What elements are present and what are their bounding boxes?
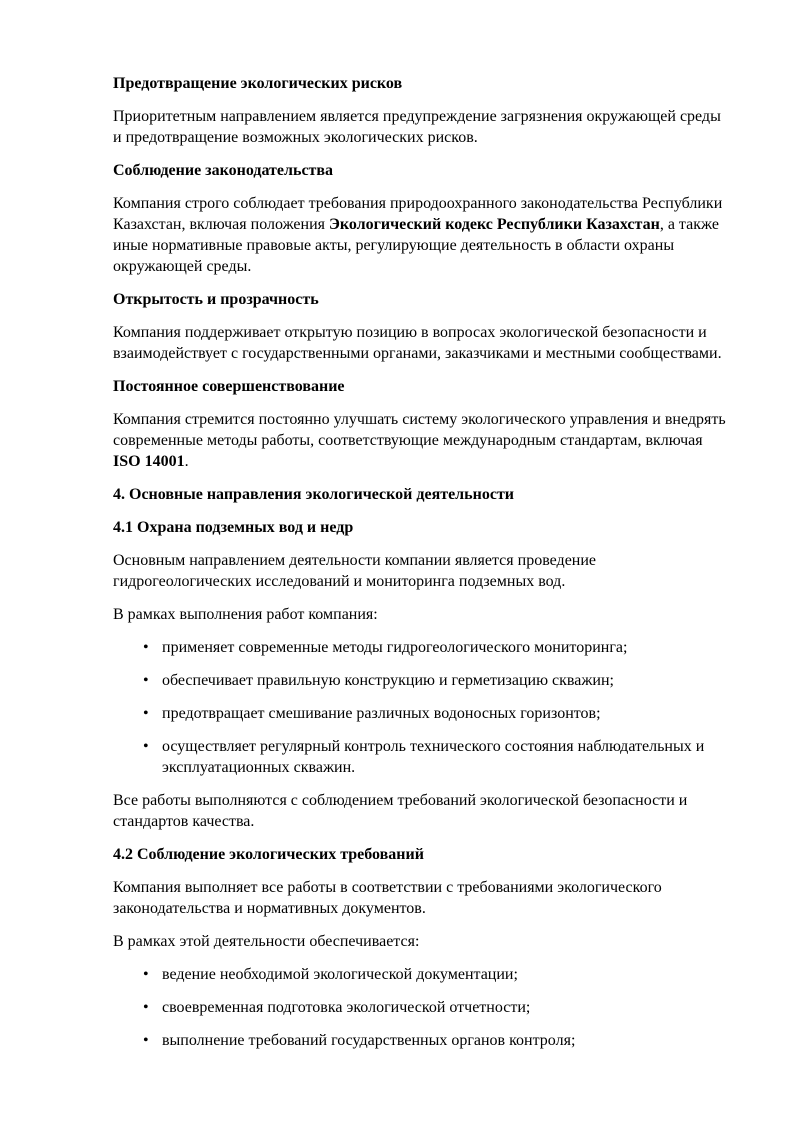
bullet-icon: • [143, 999, 149, 1016]
heading-section-4-1: 4.1 Охрана подземных вод и недр [113, 519, 354, 536]
list-item [113, 703, 728, 724]
bullet-list-groundwater [113, 637, 728, 778]
bullet-list-compliance [113, 964, 728, 1051]
heading-environmental-risk-prevention: Предотвращение экологических рисков [113, 75, 403, 92]
paragraph-activity-intro: В рамках этой деятельности обеспечивается: [113, 933, 420, 950]
list-item [113, 670, 728, 691]
list-item-text: осуществляет регулярный контроль технического состояния наблюдательных и эксплуатационных скважин. [162, 738, 705, 776]
list-item [113, 736, 728, 778]
bullet-icon: • [143, 705, 149, 722]
list-item-text: своевременная подготовка экологической отчетности; [162, 999, 531, 1016]
paragraph-continuous-improvement [113, 409, 728, 472]
bullet-icon: • [143, 639, 149, 656]
heading-legislation-compliance: Соблюдение законодательства [113, 162, 334, 179]
heading-section-4: 4. Основные направления экологической деятельности [113, 486, 515, 503]
paragraph-legislation-compliance [113, 193, 728, 277]
bullet-icon: • [143, 738, 149, 755]
heading-continuous-improvement: Постоянное совершенствование [113, 378, 345, 395]
list-item-text: выполнение требований государственных органов контроля; [162, 1032, 576, 1049]
bullet-icon: • [143, 672, 149, 689]
text-run: Компания строго соблюдает требования природоохранного законодательства Республики Казахстан, включая положения [113, 195, 723, 233]
paragraph-quality-standards: Все работы выполняются с соблюдением требований экологической безопасности и стандартов качества. [113, 792, 688, 830]
paragraph-work-scope-intro: В рамках выполнения работ компания: [113, 606, 378, 623]
text-run: . [184, 453, 189, 470]
list-item-text: обеспечивает правильную конструкцию и герметизацию скважин; [162, 672, 614, 689]
text-run: , а также иные нормативные правовые акты, регулирующие деятельность в области охраны окружающей среды. [113, 216, 719, 275]
heading-section-4-2: 4.2 Соблюдение экологических требований [113, 846, 424, 863]
list-item [113, 997, 728, 1018]
heading-openness-transparency: Открытость и прозрачность [113, 291, 319, 308]
bullet-icon: • [143, 966, 149, 983]
list-item [113, 964, 728, 985]
list-item-text: ведение необходимой экологической документации; [162, 966, 518, 983]
text-run-bold-iso-14001: ISO 14001 [113, 453, 185, 470]
paragraph-main-activity: Основным направлением деятельности компании является проведение гидрогеологических исследований и мониторинга подземных вод. [113, 552, 597, 590]
list-item-text: применяет современные методы гидрогеологического мониторинга; [162, 639, 628, 656]
bullet-icon: • [143, 1032, 149, 1049]
paragraph-openness: Компания поддерживает открытую позицию в вопросах экологической безопасности и взаимодействует с государственными органами, заказчиками и местными сообществами. [113, 324, 722, 362]
paragraph-priority-direction: Приоритетным направлением является предупреждение загрязнения окружающей среды и предотвращение возможных экологических рисков. [113, 108, 721, 146]
paragraph-compliance-requirements: Компания выполняет все работы в соответствии с требованиями экологического законодательства и нормативных документов. [113, 879, 662, 917]
list-item [113, 637, 728, 658]
list-item [113, 1030, 728, 1051]
list-item-text: предотвращает смешивание различных водоносных горизонтов; [162, 705, 601, 722]
text-run: Компания стремится постоянно улучшать систему экологического управления и внедрять современные методы работы, соответствующие международным стандартам, включая [113, 411, 726, 449]
text-run-bold-ecological-code: Экологический кодекс Республики Казахстан [329, 216, 660, 233]
